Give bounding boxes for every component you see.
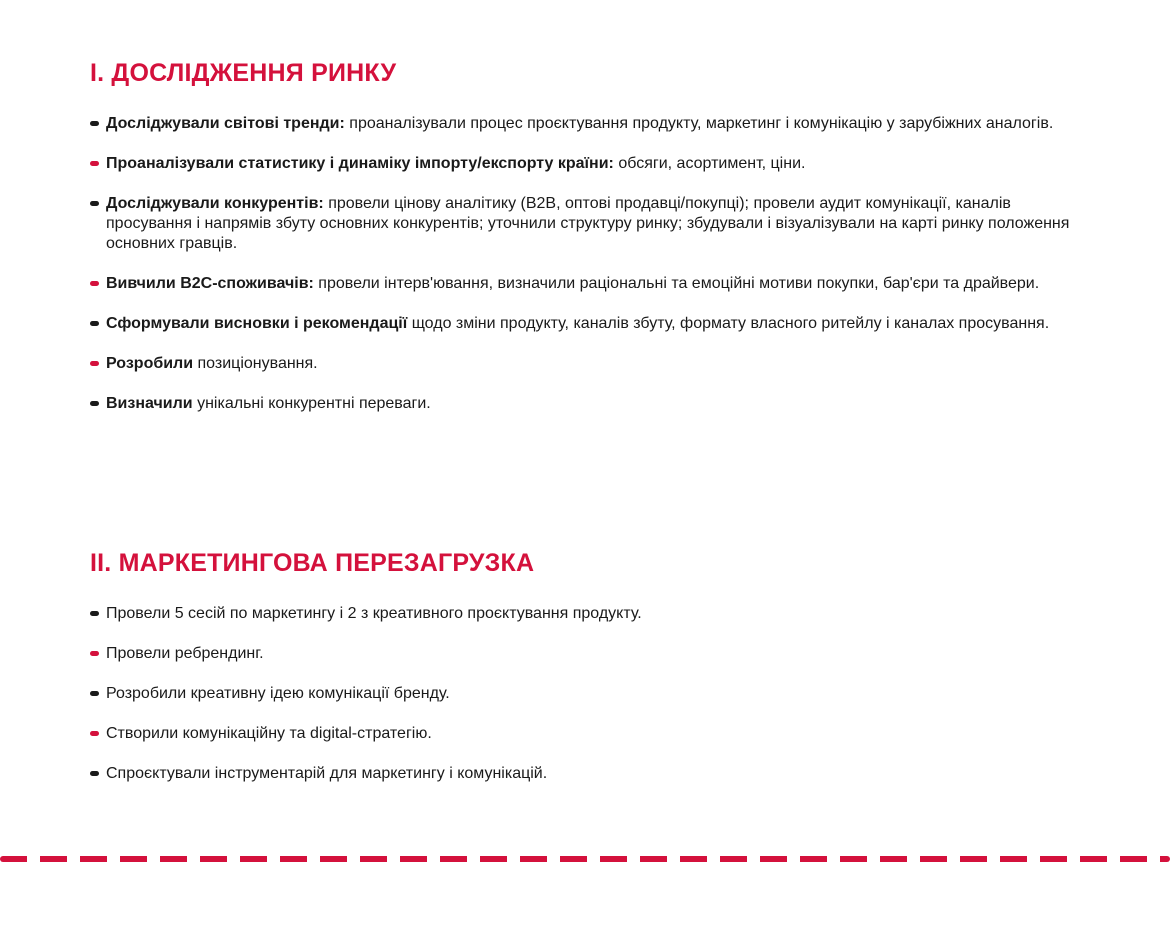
item-text: Розробили креативну ідею комунікації бренду. [106,685,450,702]
marketing-reboot-list [90,604,1080,784]
item-bold-label: Проаналізували статистику і динаміку імпорту/експорту країни: [106,155,614,172]
dashed-divider [0,856,1170,862]
item-bold-label: Розробили [106,355,194,372]
item-text: щодо зміни продукту, каналів збуту, формату власного ритейлу і каналах просування. [407,315,1050,332]
item-bold-label: Вивчили B2C-споживачів: [106,275,314,292]
item-text: Створили комунікаційну та digital-стратегію. [106,725,432,742]
bullet-icon [90,611,99,616]
bullet-icon [90,401,99,406]
bullet-icon [90,651,99,656]
list-item [90,604,1080,624]
list-item [90,154,1080,174]
market-research-list [90,114,1080,414]
bullet-icon [90,731,99,736]
item-text: провели цінову аналітику (B2B, оптові продавці/покупці); провели аудит комунікації, каналів просування і напрямів збуту основних конкурентів; уточнили структуру ринку; збудували і візуалізували на карті ринку положення основних гравців. [106,195,1070,252]
list-item [90,684,1080,704]
list-item [90,354,1080,374]
list-item [90,194,1080,254]
bullet-icon [90,161,99,166]
list-item [90,314,1080,334]
item-bold-label: Визначили [106,395,193,412]
list-item [90,724,1080,744]
item-text: Спроєктували інструментарій для маркетингу і комунікацій. [106,765,548,782]
item-text: Провели 5 сесій по маркетингу і 2 з креативного проєктування продукту. [106,605,642,622]
item-bold-label: Досліджували конкурентів: [106,195,324,212]
list-item [90,394,1080,414]
bullet-icon [90,201,99,206]
item-bold-label: Досліджували світові тренди: [106,115,345,132]
section-marketing-reboot [90,546,1080,804]
list-item [90,114,1080,134]
bullet-icon [90,771,99,776]
bullet-icon [90,281,99,286]
bullet-icon [90,361,99,366]
item-text: обсяги, асортимент, ціни. [613,155,806,172]
list-item [90,274,1080,294]
list-item [90,644,1080,664]
bullet-icon [90,121,99,126]
item-text: проаналізували процес проєктування продукту, маркетинг і комунікацію у зарубіжних аналогів. [344,115,1054,132]
list-item [90,764,1080,784]
item-bold-label: Сформували висновки і рекомендації [106,315,408,332]
item-text: провели інтерв'ювання, визначили раціональні та емоційні мотиви покупки, бар'єри та драйвери. [313,275,1040,292]
bullet-icon [90,321,99,326]
section-title-marketing-reboot: II. МАРКЕТИНГОВА ПЕРЕЗАГРУЗКА [90,549,535,577]
item-text: позиціонування. [193,355,318,372]
bullet-icon [90,691,99,696]
section-title-market-research: I. ДОСЛІДЖЕННЯ РИНКУ [90,59,397,87]
item-text: унікальні конкурентні переваги. [192,395,431,412]
section-market-research [90,56,1080,434]
item-text: Провели ребрендинг. [106,645,264,662]
